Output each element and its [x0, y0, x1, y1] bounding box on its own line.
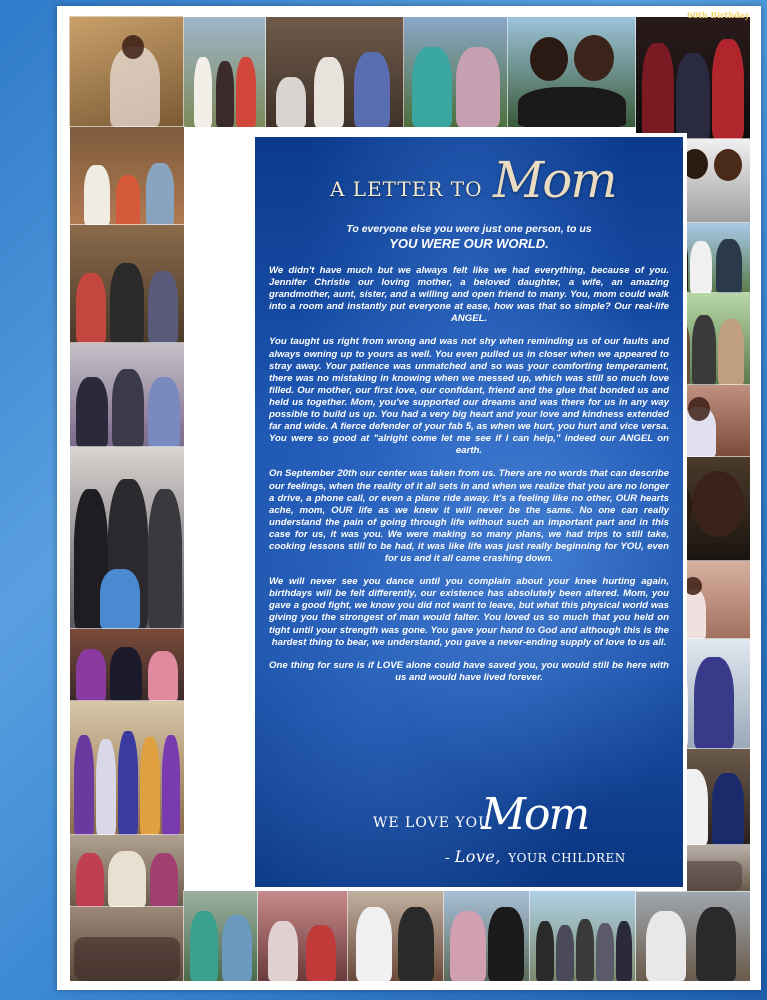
photo-grandmother-with-baby: [69, 16, 185, 128]
intro-line: To everyone else you were just one person, to us: [346, 223, 592, 235]
photo-three-women-outdoors: [183, 16, 267, 128]
photo-two-women-bottom: [347, 890, 445, 982]
photo-children-group-vintage: [69, 126, 185, 226]
photo-group-outdoor-bottom: [529, 890, 637, 982]
signoff-children: YOUR CHILDREN: [508, 851, 626, 865]
photo-family-portrait-traditional: [69, 834, 185, 908]
photo-two-women-closeup: [507, 16, 637, 128]
photo-family-with-child: [69, 446, 185, 630]
title-text: A LETTER TO: [330, 177, 483, 201]
photo-wedding-group: [69, 700, 185, 836]
paragraph: You taught us right from wrong and was not shy when reminding us of our faults and always owning up to yours as well. You even pulled us in closer when we appeared to stray away. Your patience was unmatched and so was your comforting temperament, there was no mistaking in knowing when we messed up, which was still so much love filled. Our mother, our first love, our confidant, friend and the glue that bonded us and held us together. Mom, you've supported our dreams and was there for us in any way possible to build us up. You had a very big heart and your love and kindness extended far and wide. A fierce defender of your fab 5, as when we hurt, you hurt and vice versa. You were so good at "alright come let me see if I can help," indeed our ANGEL on earth.: [269, 336, 669, 457]
photo-family-sitting: [265, 16, 405, 128]
letter-body: [269, 265, 669, 695]
photo-large-group: [69, 906, 185, 982]
photo-children-bottom: [257, 890, 349, 982]
closing-script-mom: Mom: [481, 789, 589, 840]
paragraph: On September 20th our center was taken from us. There are no words that can describe our feelings, when the reality of it all sets in and when we realize that you are no longer a drive, a phone call, or even a plane ride away. It's a feeling like no other, OUR hearts ache, mom, OUR life as we knew it will never be the same. No one can really understand the pain of going through life without such an important part and in this case for us, it was you. We were making so many plans, we had trips to still take, cooking lessons still to be had, it was like life was just really beginning for YOU, even for us and it all came crashing down.: [269, 468, 669, 565]
photo-party-trio: [69, 628, 185, 702]
intro: [255, 223, 683, 250]
letter-title: [255, 151, 683, 215]
photo-birthday-group: [635, 16, 751, 140]
signoff-love: Love,: [454, 847, 501, 866]
paragraph: One thing for sure is if LOVE alone could have saved you, you would still be here with us and would have lived forever.: [269, 659, 669, 683]
photo-three-women-indoors: [69, 342, 185, 448]
birthday-caption: 60th Birthday: [687, 10, 750, 20]
closing-text: WE LOVE YOU: [373, 815, 491, 831]
letter-panel: [251, 133, 687, 891]
paragraph: We didn't have much but we always felt like we had everything, because of you. Jennifer Christie our loving mother, a beloved daughter, a wife, an amazing grandmother, aunt, sister, and a willing and open friend to many. You, mom could walk into a room and instantly put everyone at ease, how was that so simple? Our real-life ANGEL.: [269, 265, 669, 325]
photo-women-bottom-1: [183, 890, 259, 982]
intro-emphasis: YOU WERE OUR WORLD.: [389, 236, 549, 251]
title-script-mom: Mom: [493, 151, 616, 209]
paragraph: We will never see you dance until you complain about your knee hurting again, birthdays will be felt differently, our existence has absolutely been altered. Mom, you gave a good fight, we know you did not want to leave, but what this physical world was giving you the strongest of man would falter. You loved us so much that you held on tight until your strength was gone. You gave your hand to God and although this is the hardest thing to bear, we understand, you gave a never-ending supply of love to us all.: [269, 576, 669, 648]
photo-mom-and-daughter-bottom: [443, 890, 531, 982]
signoff: [445, 847, 626, 866]
photo-family-couch: [69, 224, 185, 344]
photo-two-women-outside: [403, 16, 509, 128]
photo-couple-bottom: [635, 890, 751, 982]
signoff-dash: -: [445, 850, 451, 866]
collage-page: [57, 6, 761, 990]
